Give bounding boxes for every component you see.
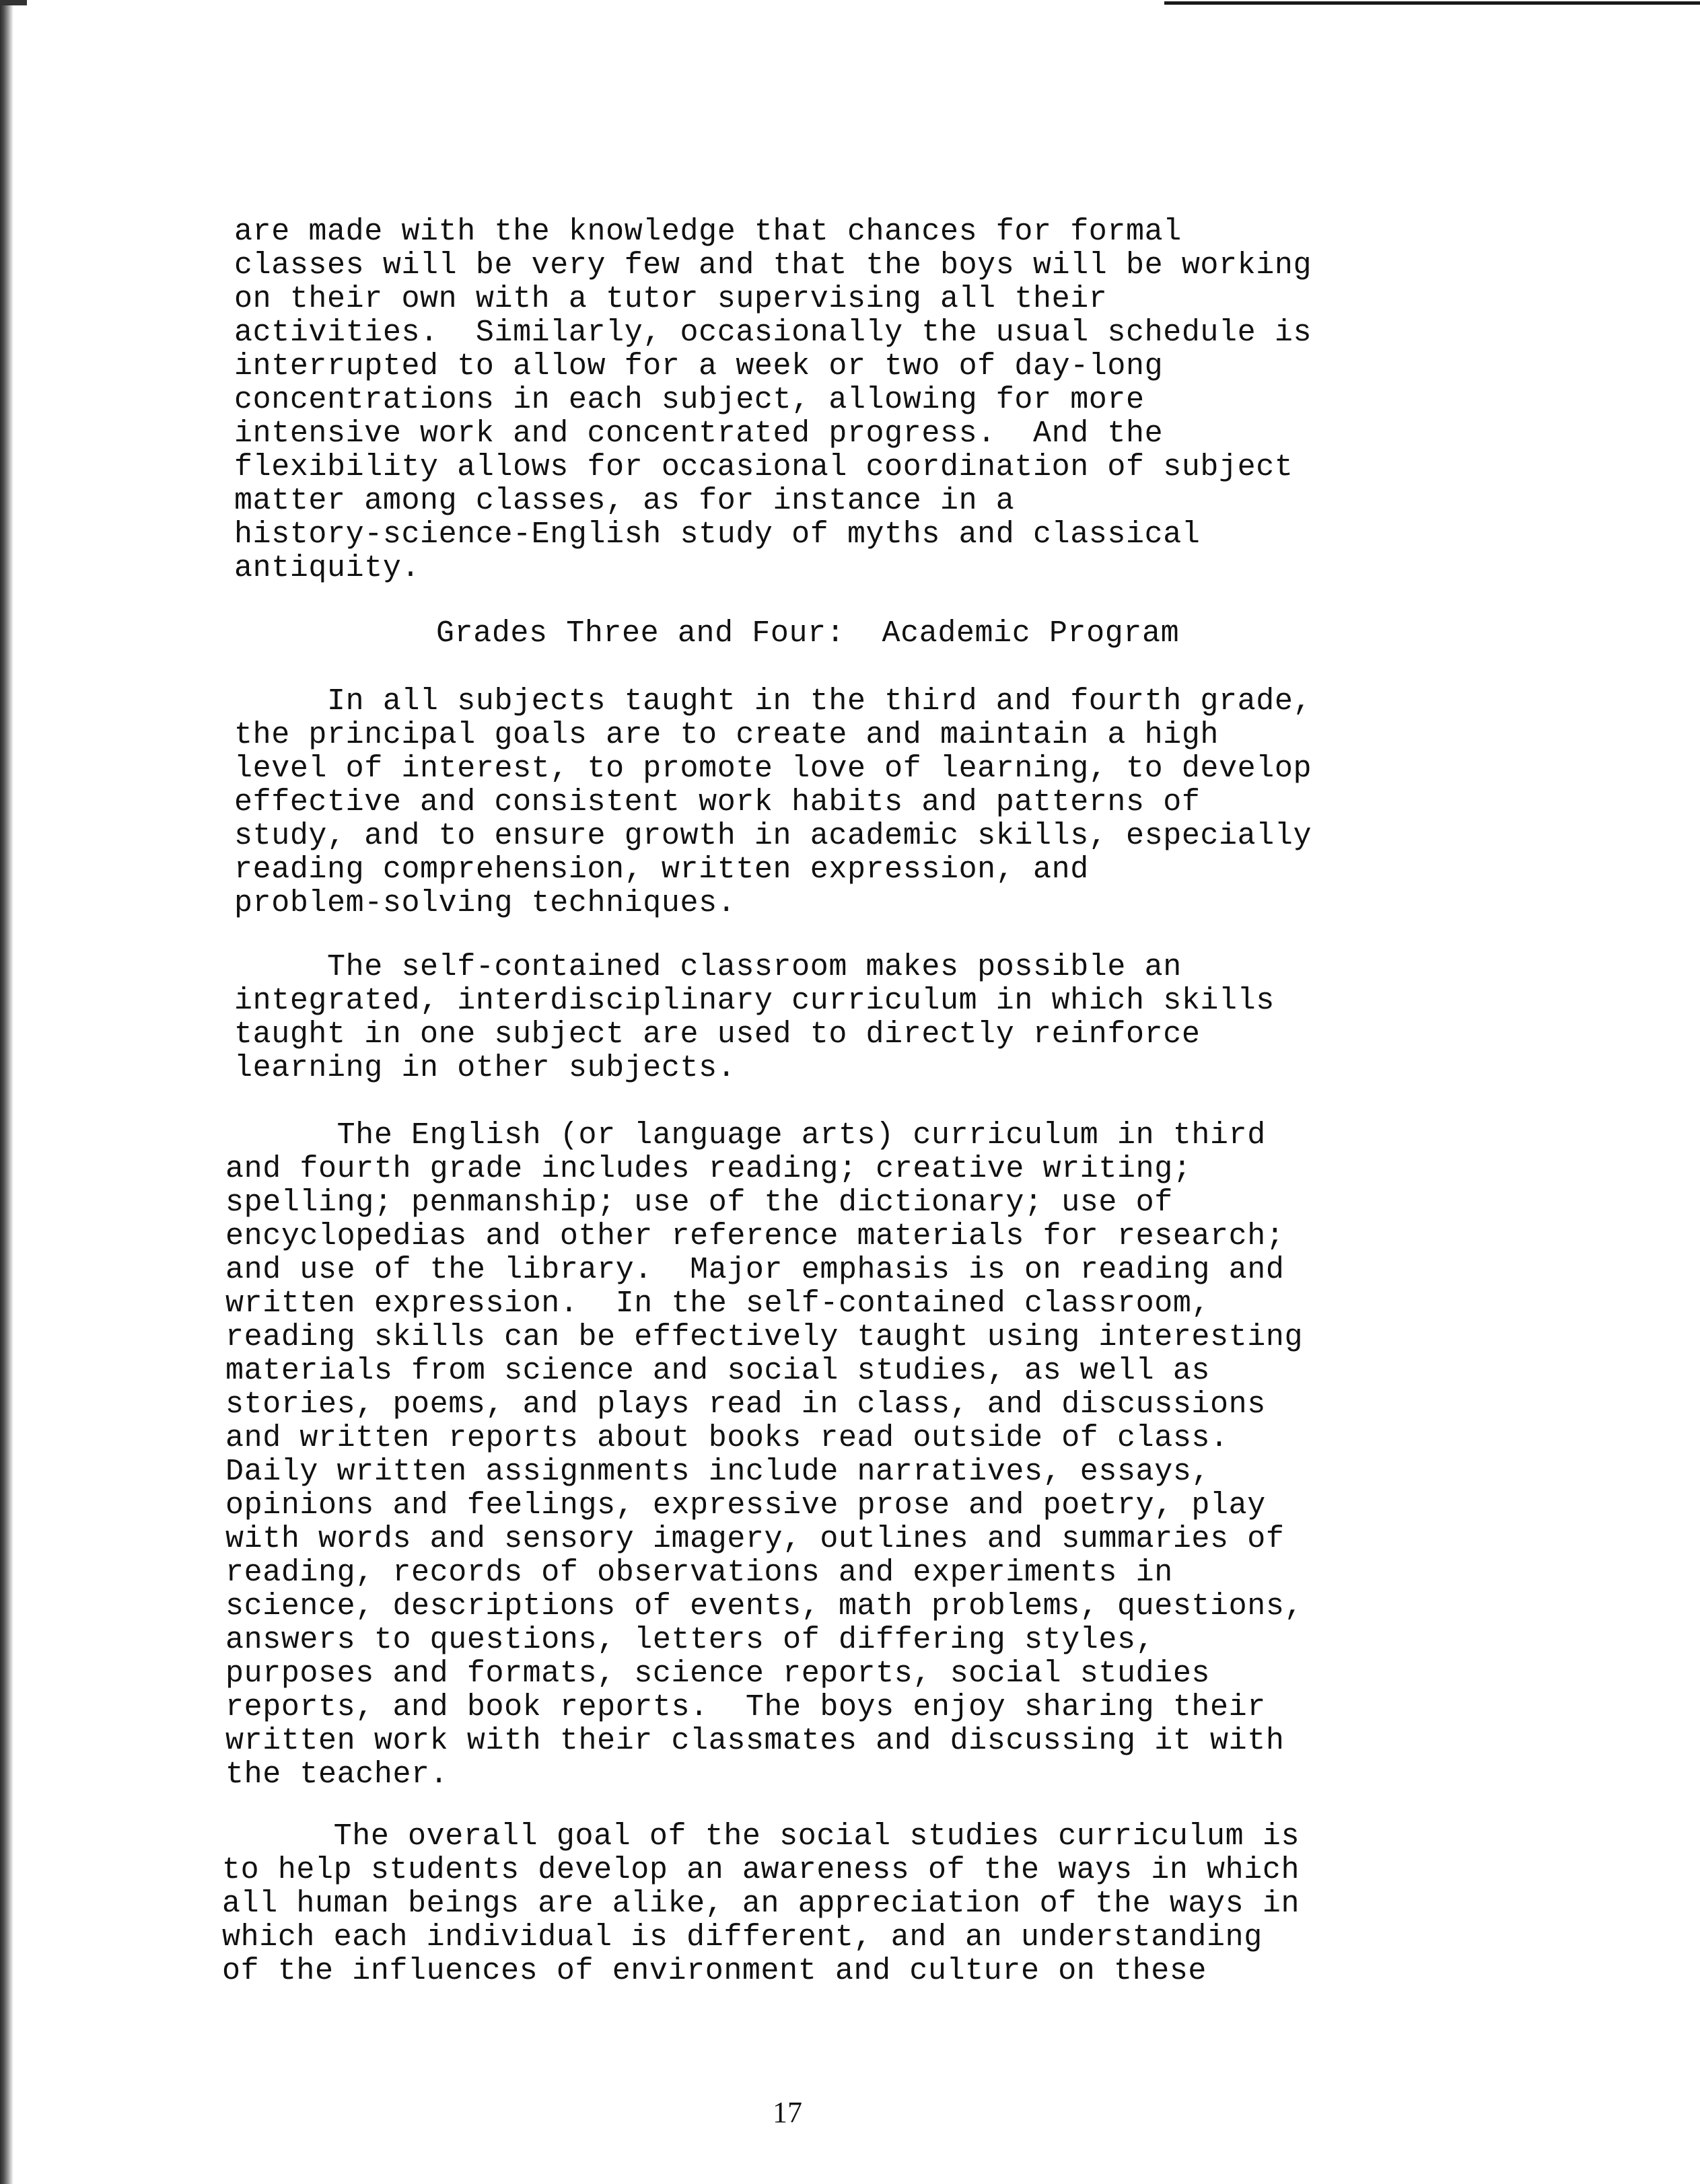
scan-left-edge [0,0,13,2184]
paragraph-english-curriculum: The English (or language arts) curriculum in third and fourth grade includes reading; creative writing; spelling; penmanship; use of the dictionary; use of encyclopedias and other reference materials for research; and use of the library. Major emphasis is on reading and written expression. In the self-contained classroom, reading skills can be effectively taught using interesting materials from science and social studies, as well as stories, poems, and plays read in class, and discussions and written reports about books read outside of class. Daily written assignments include narratives, essays, opinions and feelings, expressive prose and poetry, play with words and sensory imagery, outlines and summaries of reading, records of observations and experiments in science, descriptions of events, math problems, questions, answers to questions, letters of differing styles, purposes and formats, science reports, social studies reports, and book reports. The boys enjoy sharing their written work with their classmates and discussing it with the teacher. [225,1118,1304,1792]
section-heading: Grades Three and Four: Academic Program [436,616,1180,651]
paragraph-goals: In all subjects taught in the third and fourth grade, the principal goals are to create and maintain a high level of interest, to promote love of learning, to develop effective and consistent work habits and patterns of study, and to ensure growth in academic skills, especially reading comprehension, written expression, and problem-solving techniques. [234,684,1312,920]
page-number: 17 [773,2096,802,2129]
paragraph-continuation: are made with the knowledge that chances for formal classes will be very few and that the boys will be working on their own with a tutor supervising all their activities. Similarly, occasionally the usual schedule is interrupted to allow for a week or two of day-long concentrations in each subject, allowing for more intensive work and concentrated progress. And the flexibility allows for occasional coordination of subject matter among classes, as for instance in a history-science-English study of myths and classical antiquity. [234,215,1312,585]
paragraph-self-contained-classroom: The self-contained classroom makes possible an integrated, interdisciplinary curriculum in which skills taught in one subject are used to directly reinforce learning in other subjects. [234,950,1275,1085]
scan-top-rule [1164,1,1700,5]
scan-corner-mark [0,0,27,5]
paragraph-social-studies: The overall goal of the social studies curriculum is to help students develop an awareness of the ways in which all human beings are alike, an appreciation of the ways in which each individual is different, and an understanding of the influences of environment and culture on these [222,1819,1300,1988]
